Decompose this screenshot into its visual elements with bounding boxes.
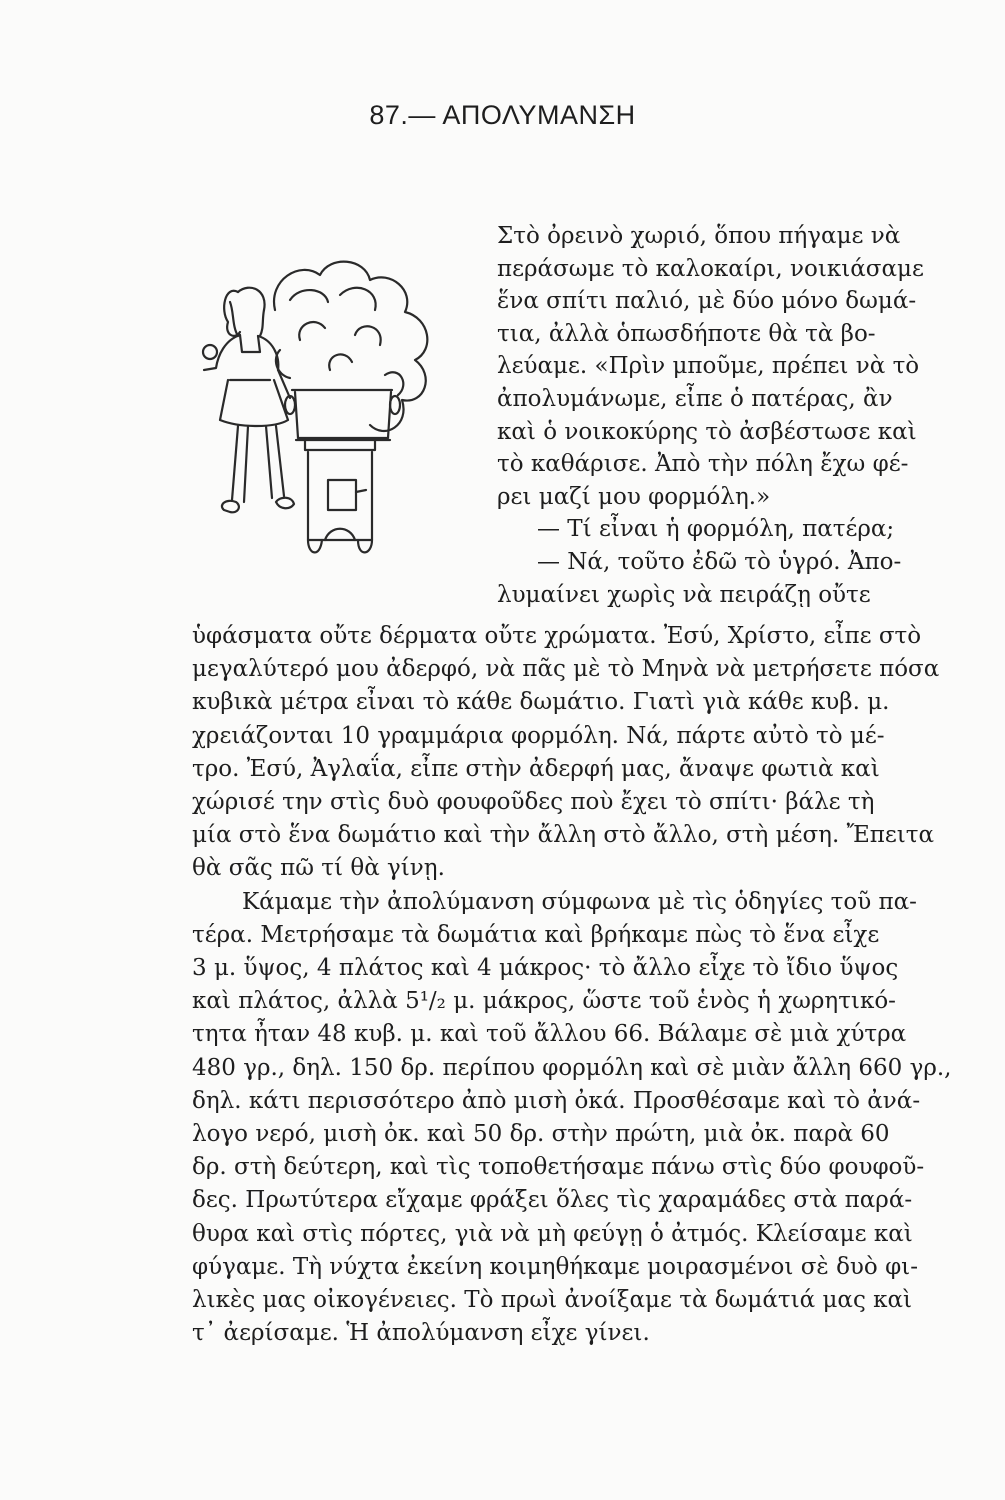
- text-line: κυβικὰ μέτρα εἶναι τὸ κάθε δωμάτιο. Γιατὶ γιὰ κάθε κυβ. μ.: [192, 689, 890, 716]
- text-line: καὶ πλάτος, ἀλλὰ 5¹/₂ μ. μάκρος, ὥστε τοῦ ἑνὸς ἡ χωρητικό-: [192, 988, 896, 1015]
- text-line: λεύαμε. «Πρὶν μποῦμε, πρέπει νὰ τὸ: [497, 353, 920, 380]
- text-line: τέρα. Μετρήσαμε τὰ δωμάτια καὶ βρήκαμε πὼς τὸ ἕνα εἶχε: [192, 921, 880, 948]
- text-line: 480 γρ., δηλ. 150 δρ. περίπου φορμόλη καὶ σὲ μιὰν ἄλλη 660 γρ.,: [192, 1054, 952, 1081]
- main-text: [192, 620, 967, 1350]
- text-line: δρ. στὴ δεύτερη, καὶ τὶς τοποθετήσαμε πάνω στὶς δύο φουφοῦ-: [192, 1154, 925, 1181]
- dialogue-answer-cont: λυμαίνει χωρὶς νὰ πειράζῃ οὔτε: [497, 581, 871, 608]
- text-line: δες. Πρωτύτερα εἴχαμε φράξει ὅλες τὶς χαραμάδες στὰ παρά-: [192, 1187, 913, 1214]
- text-line: ἕνα σπίτι παλιό, μὲ δύο μόνο δωμά-: [497, 288, 917, 315]
- text-line: θὰ σᾶς πῶ τί θὰ γίνῃ.: [192, 855, 445, 882]
- paragraph-1: [192, 620, 967, 886]
- text-line: Κάμαμε τὴν ἀπολύμανση σύμφωνα μὲ τὶς ὁδηγίες τοῦ πα-: [242, 888, 917, 915]
- text-line: μεγαλύτερό μου ἀδερφό, νὰ πᾶς μὲ τὸ Μηνὰ νὰ μετρήσετε πόσα: [192, 656, 940, 683]
- text-line: ἀπολυμάνωμε, εἶπε ὁ πατέρας, ἂν: [497, 385, 893, 412]
- text-line: θυρα καὶ στὶς πόρτες, γιὰ νὰ μὴ φεύγῃ ὁ ἀτμός. Κλείσαμε καὶ: [192, 1220, 913, 1247]
- text-line: χώρισέ την στὶς δυὸ φουφοῦδες ποὺ ἔχει τὸ σπίτι· βάλε τὴ: [192, 789, 875, 816]
- dialogue-answer: — Νά, τοῦτο ἐδῶ τὸ ὑγρό. Ἀπο-: [537, 548, 902, 575]
- text-line: χρειάζονται 10 γραμμάρια φορμόλη. Νά, πάρτε αὐτὸ τὸ μέ-: [192, 722, 885, 749]
- text-line: τια, ἀλλὰ ὁπωσδήποτε θὰ τὰ βο-: [497, 320, 876, 347]
- text-line: καὶ ὁ νοικοκύρης τὸ ἀσβέστωσε καὶ: [497, 418, 917, 445]
- text-line: δηλ. κάτι περισσότερο ἀπὸ μισὴ ὀκά. Προσθέσαμε καὶ τὸ ἀνά-: [192, 1087, 921, 1114]
- text-line: τ᾽ ἀερίσαμε. Ἡ ἀπολύμανση εἶχε γίνει.: [192, 1320, 650, 1347]
- paragraph-2: [192, 886, 967, 919]
- text-line: τὸ καθάρισε. Ἀπὸ τὴν πόλη ἔχω φέ-: [497, 451, 909, 478]
- illustration-girl-stove-icon: [180, 240, 480, 580]
- text-line: ὑφάσματα οὔτε δέρματα οὔτε χρώματα. Ἐσύ, Χρίστο, εἶπε στὸ: [192, 623, 922, 649]
- page-title: 87.— ΑΠΟΛΥΜΑΝΣΗ: [369, 100, 636, 130]
- text-line: μία στὸ ἕνα δωμάτιο καὶ τὴν ἄλλη στὸ ἄλλο, στὴ μέση. Ἔπειτα: [192, 822, 935, 849]
- intro-column: [497, 220, 967, 611]
- text-line: Στὸ ὀρεινὸ χωριό, ὅπου πήγαμε νὰ: [497, 223, 901, 249]
- text-line: τητα ἦταν 48 κυβ. μ. καὶ τοῦ ἄλλου 66. Βάλαμε σὲ μιὰ χύτρα: [192, 1021, 907, 1048]
- text-line: 3 μ. ὕψος, 4 πλάτος καὶ 4 μάκρος· τὸ ἄλλο εἶχε τὸ ἴδιο ὕψος: [192, 955, 899, 982]
- text-line: λικὲς μας οἰκογένειες. Τὸ πρωὶ ἀνοίξαμε τὰ δωμάτιά μας καὶ: [192, 1287, 913, 1314]
- text-line: τρο. Ἐσύ, Ἀγλαΐα, εἶπε στὴν ἀδερφή μας, ἄναψε φωτιὰ καὶ: [192, 755, 880, 782]
- text-line: ρει μαζί μου φορμόλη.»: [497, 483, 771, 510]
- paragraph-2-cont: [192, 919, 967, 1351]
- dialogue-question: — Τί εἶναι ἡ φορμόλη, πατέρα;: [537, 516, 895, 543]
- text-line: λογο νερό, μισὴ ὀκ. καὶ 50 δρ. στὴν πρώτη, μιὰ ὀκ. παρὰ 60: [192, 1121, 890, 1148]
- text-line: περάσωμε τὸ καλοκαίρι, νοικιάσαμε: [497, 255, 924, 282]
- text-line: φύγαμε. Τὴ νύχτα ἐκείνη κοιμηθήκαμε μοιρασμένοι σὲ δυὸ φι-: [192, 1253, 918, 1280]
